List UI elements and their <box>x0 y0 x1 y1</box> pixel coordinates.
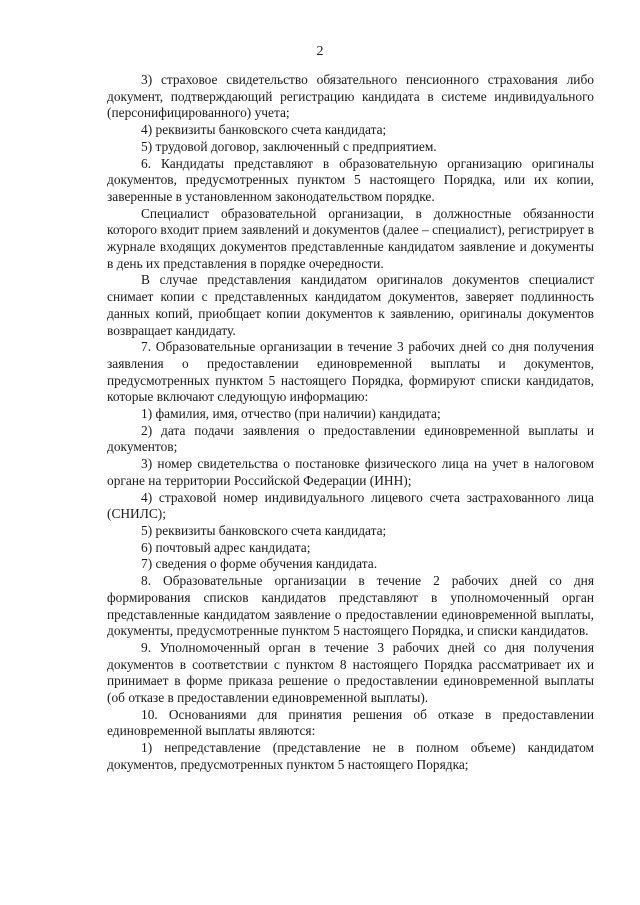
paragraph-section-6: 6. Кандидаты представляют в образовательную организацию оригиналы документов, предусмотренных пунктом 5 настоящего Порядка, или их копии, заверенные в установленном законодательством порядке. <box>107 155 594 204</box>
paragraph-list-item-1: 1) фамилия, имя, отчество (при наличии) кандидата; <box>141 406 441 422</box>
paragraph-section-9: 9. Уполномоченный орган в течение 3 рабочих дней со дня получения документов в соответствии с пунктом 8 настоящего Порядка рассматривает их и принимает в форме приказа решение о предоставлении единовременной выплаты (об отказе в предоставлении единовременной выплаты). <box>107 639 594 706</box>
document-body <box>107 72 594 774</box>
paragraph-list-item-3: 3) номер свидетельства о постановке физического лица на учет в налоговом органе на территории Российской Федерации (ИНН); <box>107 456 594 488</box>
paragraph-section-10: 10. Основаниями для принятия решения об отказе в предоставлении единовременной выплаты являются: <box>107 706 594 739</box>
paragraph-originals: В случае представления кандидатом оригиналов документов специалист снимает копии с представленных кандидатом документов, заверяет подлинность данных копий, приобщает копии документов к заявлению, оригиналы документов возвращает кандидату. <box>107 272 594 338</box>
paragraph-list-item-6: 6) почтовый адрес кандидата; <box>141 539 311 555</box>
paragraph-refusal-ground-1: 1) непредставление (представление не в полном объеме) кандидатом документов, предусмотренных пунктом 5 настоящего Порядка; <box>107 740 594 772</box>
paragraph-list-item-2: 2) дата подачи заявления о предоставлении единовременной выплаты и документов; <box>107 422 594 455</box>
paragraph-item-3-pension-certificate: 3) страховое свидетельство обязательного пенсионного страхования либо документ, подтверждающий регистрацию кандидата в системе индивидуального (персонифицированного) учета; <box>107 72 594 121</box>
paragraph-list-item-4: 4) страховой номер индивидуального лицевого счета застрахованного лица (СНИЛС); <box>107 489 594 522</box>
paragraph-item-5-labor-contract: 5) трудовой договор, заключенный с предприятием. <box>141 138 437 154</box>
paragraph-list-item-5: 5) реквизиты банковского счета кандидата; <box>141 522 387 538</box>
page-number: 2 <box>316 44 324 59</box>
paragraph-section-8: 8. Образовательные организации в течение 2 рабочих дней со дня формирования списков кандидатов представляют в уполномоченный орган представленные кандидатом заявление о предоставлении единовременной выплаты, документы, предусмотренные пунктом 5 настоящего Порядка, и списки кандидатов. <box>107 573 594 639</box>
paragraph-specialist: Специалист образовательной организации, в должностные обязанности которого входит прием заявлений и документов (далее – специалист), регистрирует в журнале входящих документов представленные кандидатом заявление и документы в день их представления в порядке очередности. <box>107 205 594 271</box>
paragraph-item-4-bank-details: 4) реквизиты банковского счета кандидата; <box>141 122 387 138</box>
paragraph-list-item-7: 7) сведения о форме обучения кандидата. <box>141 556 378 572</box>
paragraph-section-7: 7. Образовательные организации в течение 3 рабочих дней со дня получения заявления о предоставлении единовременной выплаты и документов, предусмотренных пунктом 5 настоящего Порядка, формируют списки кандидатов, которые включают следующую информацию: <box>107 339 594 405</box>
